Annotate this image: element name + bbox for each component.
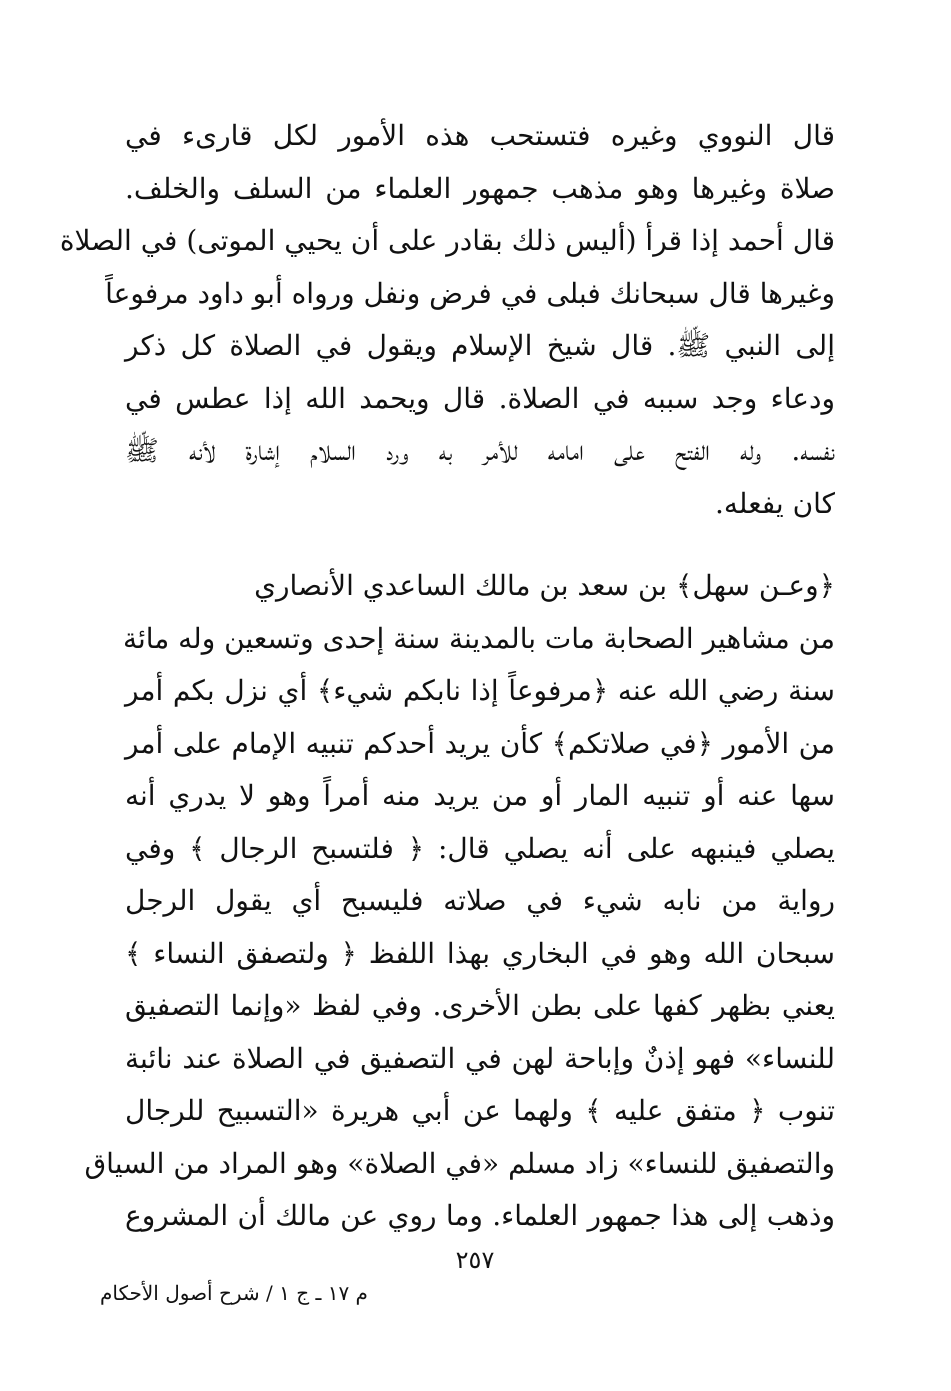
page-number: ٢٥٧ xyxy=(455,1246,495,1274)
text-line: ﴿وعـن سهل﴾ بن سعد بن مالك الساعدي الأنصاري xyxy=(254,569,835,602)
text-line: من مشاهير الصحابة مات بالمدينة سنة إحدى وتسعين وله مائة xyxy=(122,621,835,655)
paragraph-1 xyxy=(59,110,835,530)
text-line: رواية من نابه شيء في صلاته فليسبح أي يقول الرجل xyxy=(125,884,835,917)
text-line: سنة رضي الله عنه ﴿مرفوعاً إذا نابكم شيء﴾ أي نزل بكم أمر xyxy=(125,674,835,707)
text-line: تنوب ﴿ متفق عليه ﴾ ولهما عن أبي هريرة «التسبيح للرجال xyxy=(125,1094,835,1127)
text-line: للنساء» فهو إذنٌ وإباحة لهن في التصفيق في الصلاة عند نائبة xyxy=(125,1041,835,1075)
text-line: إلى النبي ﷺ. قال شيخ الإسلام ويقول في الصلاة كل ذكر xyxy=(125,329,835,362)
text-line: ودعاء وجد سببه في الصلاة. قال ويحمد الله إذا عطس في xyxy=(125,381,835,415)
text-line: يصلي فينبهه على أنه يصلي قال: ﴿ فلتسبح الرجال ﴾ وفي xyxy=(125,831,835,865)
text-line: والتصفيق للنساء» زاد مسلم «في الصلاة» وهو المراد من السياق xyxy=(84,1146,835,1180)
text-line: وغيرها قال سبحانك فبلى في فرض ونفل ورواه أبو داود مرفوعاً xyxy=(105,276,835,310)
text-line: كان يفعله. xyxy=(715,486,835,520)
text-line: قال أحمد إذا قرأ (أليس ذلك بقادر على أن يحيي الموتى) في الصلاة xyxy=(59,224,835,257)
text-line: صلاة وغيرها وهو مذهب جمهور العلماء من السلف والخلف. xyxy=(125,171,835,205)
text-line: قال النووي وغيره فتستحب هذه الأمور لكل قارىء في xyxy=(125,119,835,152)
text-line: يعني بظهر كفها على بطن الأخرى. وفي لفظ «وإنما التصفيق xyxy=(125,989,835,1022)
footer-signature: م ١٧ ـ ج ١ / شرح أصول الأحكام xyxy=(100,1281,368,1305)
text-line: سها عنه أو تنبيه المار أو من يريد منه أمراً وهو لا يدري أنه xyxy=(125,779,835,812)
text-line: نفسه. وله الفتح على امامه للأمر به ورد السلام إشارة لأنه ﷺ xyxy=(125,434,835,467)
text-line: من الأمور ﴿في صلاتكم﴾ كأن يريد أحدكم تنبيه الإمام على أمر xyxy=(125,726,835,760)
text-line: وذهب إلى هذا جمهور العلماء. وما روي عن مالك أن المشروع xyxy=(125,1199,835,1232)
text-line: سبحان الله وهو في البخاري بهذا اللفظ ﴿ ولتصفق النساء ﴾ xyxy=(125,936,835,970)
paragraph-2 xyxy=(84,560,835,1243)
